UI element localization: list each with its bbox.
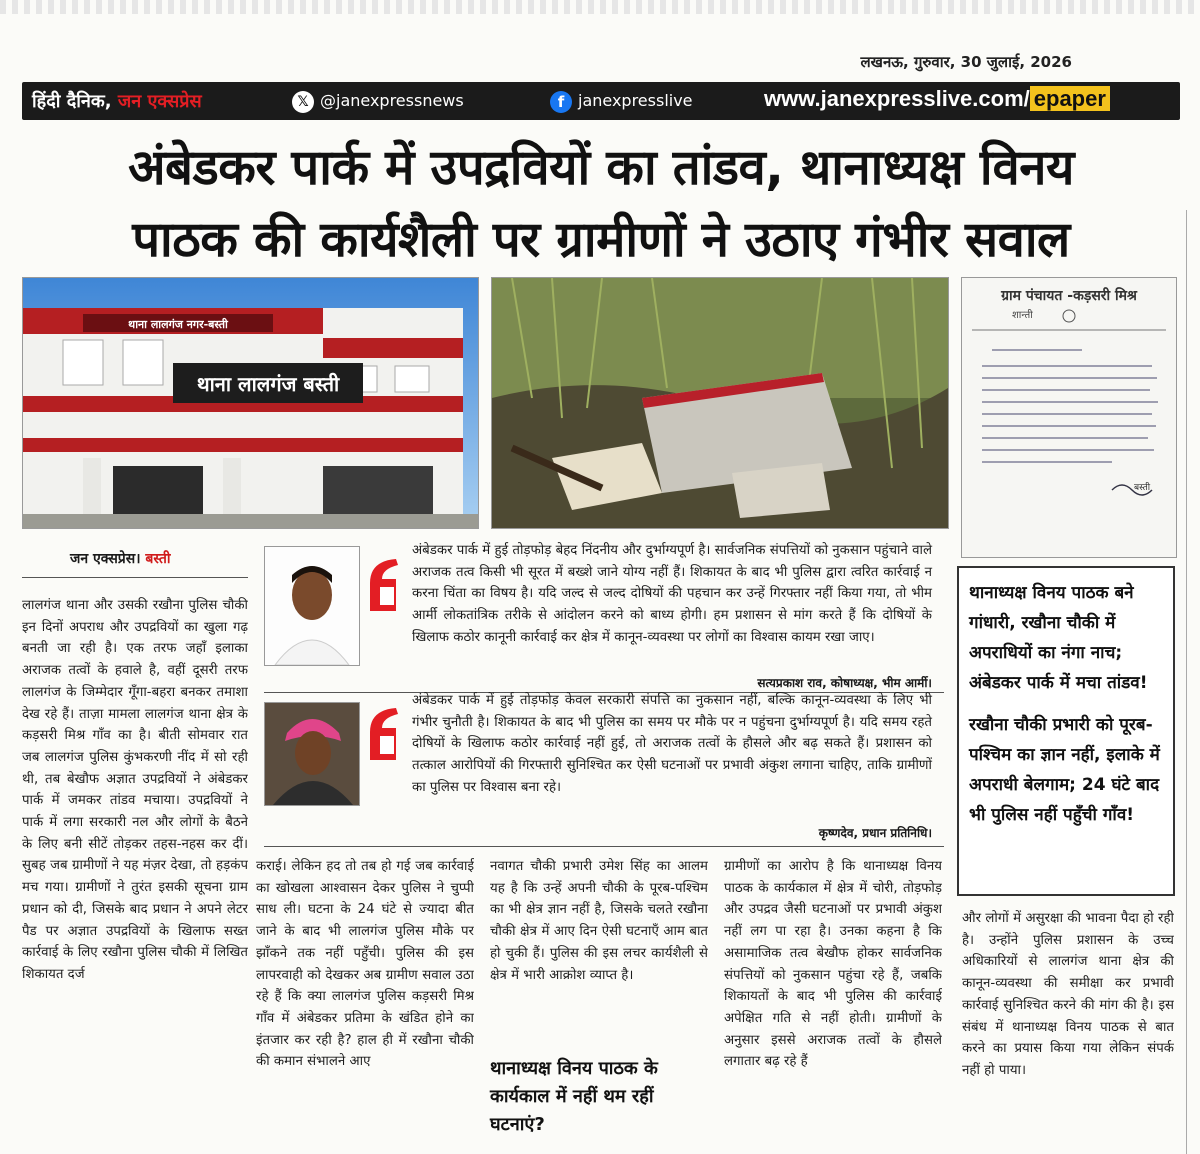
- column-5-text: और लोगों में असुरक्षा की भावना पैदा हो रही है। उन्होंने पुलिस प्रशासन के उच्च अधिकारियों से लालगंज थाना क्षेत्र की कानून-व्यवस्था की समीक्षा कर प्रभावी कार्रवाई सुनिश्चित करने की मांग की है। इस संबंध में थानाध्यक्ष विनय पाठक से बात करने का प्रयास किया गया लेकिन संपर्क नहीं हो पाया।: [962, 911, 1174, 1078]
- column-1-text: लालगंज थाना और उसकी रखौना पुलिस चौकी इन दिनों अपराध और उपद्रवियों का खुला गढ़ बनती जा रही है। एक तरफ जहाँ इलाका अराजक तत्वों के हवाले है, वहीं दूसरी तरफ लालगंज के जिम्मेदार गूँगा-बहरा बनकर तमाशा देख रहे हैं। ताज़ा मामला लालगंज थाना क्षेत्र के कड़सरी मिश्र गाँव का है। बीती सोमवार रात जब लालगंज पुलिस कुंभकरणी नींद में सो रही थी, तब बेखौफ अज्ञात उपद्रवियों ने अंबेडकर पार्क में जमकर तांडव मचाया। उपद्रवियों ने पार्क में लगा सरकारी नल और लोगों के बैठने के लिए बनी सीटें तोड़कर तहस-नहस कर दीं। सुबह जब ग्रामीणों ने यह मंज़र देखा, तो हड़कंप मच गया। ग्रामीणों ने तुरंत इसकी सूचना ग्राम प्रधान को दी, जिसके बाद प्रधान ने अपने लेटर पैड पर अज्ञात उपद्रवियों के खिलाफ सख्त कार्रवाई के लिए रखौना पुलिस चौकी में लिखित शिकायत दर्ज: [22, 598, 248, 982]
- portrait-1-illustration: [265, 547, 359, 665]
- letter-illustration: [962, 278, 1176, 557]
- sidebox-para-1: थानाध्यक्ष विनय पाठक बने गांधारी, रखौना चौकी में अपराधियों का नंगा नाच; अंबेडकर पार्क में मचा तांडव!: [969, 583, 1148, 693]
- quote-2-text: अंबेडकर पार्क में हुई तोड़फोड़ केवल सरकारी संपत्ति का नुकसान नहीं, बल्कि कानून-व्यवस्था के लिए भी गंभीर चुनौती है। शिकायत के बाद भी पुलिस का समय पर मौके पर न पहुंचना दुर्भाग्यपूर्ण है। यदि समय रहते दोषियों के खिलाफ कठोर कार्रवाई नहीं हुई, तो अराजक तत्वों के हौसले और बढ़ सकते हैं। प्रशासन को तत्काल आरोपियों की गिरफ्तारी सुनिश्चित कर ऐसी घटनाओं पर प्रभावी अंकुश लगाना चाहिए, ताकि ग्रामीणों का पुलिस पर विश्वास बना रहे।: [412, 693, 932, 795]
- article-column-4: [724, 856, 942, 1152]
- facebook-logo-icon: f: [550, 91, 572, 113]
- column-3-text: नवागत चौकी प्रभारी उमेश सिंह का आलम यह है कि उन्हें अपनी चौकी के पूरब-पश्चिम का भी क्षेत्र ज्ञान नहीं है, जिसके चलते रखौना चौकी क्षेत्र में आए दिन ऐसी घटनाएँ आम बात हो चुकी हैं। पुलिस की इस लचर कार्यशैली से क्षेत्र में भारी आक्रोश व्याप्त है।: [490, 859, 708, 983]
- headline-line-2: पाठक की कार्यशैली पर ग्रामीणों ने उठाए गंभीर सवाल: [132, 211, 1070, 268]
- quote-2-portrait: [264, 702, 360, 806]
- website-epaper: epaper: [1030, 86, 1110, 111]
- dateline: लखनऊ, गुरुवार, 30 जुलाई, 2026: [860, 53, 1072, 71]
- portrait-2-illustration: [265, 703, 359, 805]
- facebook-handle: janexpresslive: [578, 91, 693, 110]
- byline: [70, 549, 170, 568]
- police-station-photo: [22, 277, 479, 529]
- column-2-text: कराई। लेकिन हद तो तब हो गई जब कार्रवाई का खोखला आश्वासन देकर पुलिस ने चुप्पी साध ली। घटना के 24 घंटे से ज्यादा बीत जाने के बाद भी लालगंज पुलिस मौके पर झाँकने तक नहीं पहुँची। पुलिस की इस लापरवाही को देखकर अब ग्रामीण सवाल उठा रहे हैं कि क्या लालगंज पुलिस कड़सरी मिश्र गाँव में अंबेडकर प्रतिमा के खंडित होने का इंतजार कर रही है? हाल ही में रखौना चौकी की कमान संभालने आए: [256, 859, 474, 1070]
- byline-agency: जन एक्सप्रेस।: [70, 551, 141, 567]
- police-station-illustration: [23, 278, 478, 528]
- byline-place: बस्ती: [145, 551, 171, 567]
- quote-2-signature: कृष्णदेव, प्रधान प्रतिनिधि।: [818, 826, 932, 840]
- byline-rule: [22, 577, 248, 578]
- brand-prefix: हिंदी दैनिक,: [32, 91, 112, 112]
- broken-bench-illustration: [492, 278, 948, 528]
- highlight-sidebox: [957, 566, 1175, 896]
- quote-1-text: अंबेडकर पार्क में हुई तोड़फोड़ बेहद निंदनीय और दुर्भाग्यपूर्ण है। सार्वजनिक संपत्तियों को नुकसान पहुंचाने वाले अराजक तत्व किसी भी सूरत में बख्शे जाने योग्य नहीं हैं। शिकायत के बाद भी पुलिस द्वारा त्वरित कार्रवाई न करना चिंता का विषय है। यदि जल्द से जल्द दोषियों की पहचान कर उन्हें गिरफ्तार नहीं किया गया, तो भीम आर्मी लोकतांत्रिक तरीके से आंदोलन करने को बाध्य होगी। हम प्रशासन से मांग करते हैं कि दोषियों के खिलाफ कठोर कानूनी कार्रवाई कर क्षेत्र में कानून-व्यवस्था पर लोगों का विश्वास कायम रखा जाए।: [412, 543, 932, 645]
- sidebox-para-2: रखौना चौकी प्रभारी को पूरब-पश्चिम का ज्ञान नहीं, इलाके में अपराधी बेलगाम; 24 घंटे बाद भी पुलिस नहीं पहुँची गाँव!: [969, 715, 1160, 825]
- masthead-band: [22, 82, 1180, 120]
- letter-header: ग्राम पंचायत -कड़सरी मिश्र: [1001, 288, 1137, 304]
- brand-label: [32, 89, 202, 113]
- quote-1-signature: सत्यप्रकाश राव, कोषाध्यक्ष, भीम आर्मी।: [757, 676, 932, 690]
- letter-sign: बस्ती: [1134, 483, 1151, 493]
- article-column-1: [22, 595, 248, 1151]
- complaint-letter-photo: [961, 277, 1177, 558]
- broken-bench-photo: [491, 277, 949, 529]
- x-logo-icon: 𝕏: [292, 91, 314, 113]
- quote-mark-2-icon: [366, 706, 404, 762]
- website-main: www.janexpresslive.com/: [764, 86, 1030, 111]
- article-column-2: [256, 856, 474, 1152]
- letter-sub: शान्ती: [1012, 310, 1033, 321]
- article-column-5: [962, 908, 1174, 1152]
- x-handle: @janexpressnews: [320, 91, 464, 110]
- page-top-border: [0, 0, 1200, 14]
- article-column-3: [490, 856, 708, 1050]
- adjacent-page-edge: [1186, 210, 1200, 1154]
- quote-mark-1-icon: [366, 557, 404, 613]
- headline-line-1: अंबेडकर पार्क में उपद्रवियों का तांडव, थानाध्यक्ष विनय: [128, 139, 1074, 196]
- quote-box-bottom-rule: [264, 846, 944, 847]
- brand-name: जन एक्सप्रेस: [117, 91, 202, 112]
- station-sign-top: थाना लालगंज नगर-बस्ती: [128, 318, 228, 331]
- column-3-subhead: थानाध्यक्ष विनय पाठक के कार्यकाल में नहीं थम रहीं घटनाएं?: [490, 1058, 658, 1135]
- station-sign-main: थाना लालगंज बस्ती: [196, 372, 340, 396]
- column-4-text: ग्रामीणों का आरोप है कि थानाध्यक्ष विनय पाठक के कार्यकाल में क्षेत्र में चोरी, तोड़फोड़ और उपद्रव जैसी घटनाओं पर प्रभावी अंकुश नहीं लग पा रहा है। उनका कहना है कि असामाजिक तत्व बेखौफ होकर सार्वजनिक संपत्तियों को नुकसान पहुंचा रहे हैं, जबकि शिकायतों के बाद भी पुलिस की कार्रवाई अपेक्षित गति से नहीं होती। ग्रामीणों के अनुसार इससे अराजक तत्वों के हौसले लगातार बढ़ रहे हैं: [724, 859, 942, 1070]
- quote-1-portrait: [264, 546, 360, 666]
- website-url: [764, 86, 1110, 112]
- main-headline: [22, 132, 1180, 276]
